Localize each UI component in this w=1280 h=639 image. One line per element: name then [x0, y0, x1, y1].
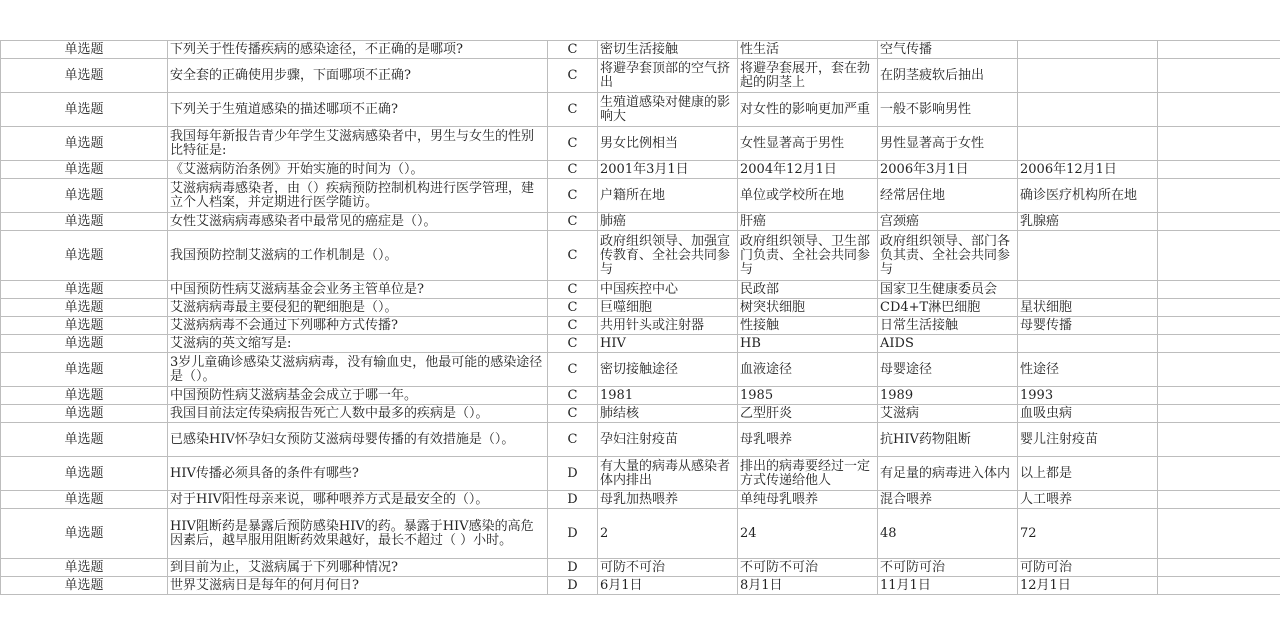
option-b-cell[interactable]: 单纯母乳喂养 [738, 491, 878, 509]
table-row [1, 457, 1280, 491]
question-cell[interactable]: 艾滋病病毒不会通过下列哪种方式传播? [168, 317, 548, 335]
option-a-cell[interactable]: HIV [598, 335, 738, 353]
answer-cell[interactable]: C [548, 317, 598, 335]
answer-cell[interactable]: C [548, 423, 598, 457]
table-row [1, 577, 1280, 595]
question-cell[interactable]: 3岁儿童确诊感染艾滋病病毒，没有输血史，他最可能的感染途径是（）。 [168, 353, 548, 387]
question-type-cell[interactable]: 单选题 [1, 457, 168, 491]
answer-cell[interactable]: D [548, 509, 598, 559]
spreadsheet-area [0, 40, 1280, 595]
empty-cell[interactable] [1158, 213, 1280, 231]
question-type-cell[interactable]: 单选题 [1, 353, 168, 387]
empty-cell[interactable] [1158, 509, 1280, 559]
empty-cell[interactable] [1158, 577, 1280, 595]
option-c-cell[interactable]: 有足量的病毒进入体内 [878, 457, 1018, 491]
option-b-cell[interactable]: 2004年12月1日 [738, 161, 878, 179]
option-d-cell[interactable]: 确诊医疗机构所在地 [1018, 179, 1158, 213]
question-cell[interactable]: 下列关于生殖道感染的描述哪项不正确? [168, 93, 548, 127]
option-a-cell[interactable]: 户籍所在地 [598, 179, 738, 213]
table-row [1, 559, 1280, 577]
option-c-cell[interactable]: CD4+T淋巴细胞 [878, 299, 1018, 317]
table-row [1, 231, 1280, 281]
answer-cell[interactable]: C [548, 353, 598, 387]
option-a-cell[interactable]: 有大量的病毒从感染者体内排出 [598, 457, 738, 491]
question-type-cell[interactable]: 单选题 [1, 423, 168, 457]
option-b-cell[interactable]: 女性显著高于男性 [738, 127, 878, 161]
option-b-cell[interactable]: 民政部 [738, 281, 878, 299]
answer-cell[interactable]: C [548, 179, 598, 213]
question-cell[interactable]: 我国预防控制艾滋病的工作机制是（）。 [168, 231, 548, 281]
answer-cell[interactable]: C [548, 299, 598, 317]
answer-cell[interactable]: D [548, 457, 598, 491]
table-row [1, 179, 1280, 213]
option-a-cell[interactable]: 生殖道感染对健康的影响大 [598, 93, 738, 127]
table-row [1, 161, 1280, 179]
option-a-cell[interactable]: 6月1日 [598, 577, 738, 595]
table-row [1, 317, 1280, 335]
option-b-cell[interactable]: HB [738, 335, 878, 353]
answer-cell[interactable]: D [548, 559, 598, 577]
option-b-cell[interactable]: 性接触 [738, 317, 878, 335]
question-cell[interactable]: 我国目前法定传染病报告死亡人数中最多的疾病是（）。 [168, 405, 548, 423]
question-cell[interactable]: 安全套的正确使用步骤，下面哪项不正确? [168, 59, 548, 93]
option-c-cell[interactable]: 政府组织领导、部门各负其责、全社会共同参与 [878, 231, 1018, 281]
option-c-cell[interactable]: 宫颈癌 [878, 213, 1018, 231]
question-type-cell[interactable]: 单选题 [1, 577, 168, 595]
answer-cell[interactable]: C [548, 335, 598, 353]
answer-cell[interactable]: C [548, 41, 598, 59]
question-type-cell[interactable]: 单选题 [1, 491, 168, 509]
option-d-cell[interactable] [1018, 231, 1158, 281]
option-a-cell[interactable]: 共用针头或注射器 [598, 317, 738, 335]
option-d-cell[interactable] [1018, 41, 1158, 59]
question-cell[interactable]: HIV阻断药是暴露后预防感染HIV的药。暴露于HIV感染的高危因素后，越早服用阻断药效果越好，最长不超过（ ）小时。 [168, 509, 548, 559]
option-c-cell[interactable]: AIDS [878, 335, 1018, 353]
option-a-cell[interactable]: 可防不可治 [598, 559, 738, 577]
question-type-cell[interactable]: 单选题 [1, 93, 168, 127]
option-d-cell[interactable]: 以上都是 [1018, 457, 1158, 491]
table-row [1, 353, 1280, 387]
option-b-cell[interactable]: 乙型肝炎 [738, 405, 878, 423]
option-c-cell[interactable]: 经常居住地 [878, 179, 1018, 213]
empty-cell[interactable] [1158, 161, 1280, 179]
empty-cell[interactable] [1158, 353, 1280, 387]
option-a-cell[interactable]: 政府组织领导、加强宣传教育、全社会共同参与 [598, 231, 738, 281]
table-row [1, 127, 1280, 161]
table-row [1, 405, 1280, 423]
question-type-cell[interactable]: 单选题 [1, 161, 168, 179]
option-d-cell[interactable]: 72 [1018, 509, 1158, 559]
question-cell[interactable]: 世界艾滋病日是每年的何月何日? [168, 577, 548, 595]
option-a-cell[interactable]: 2 [598, 509, 738, 559]
option-a-cell[interactable]: 母乳加热喂养 [598, 491, 738, 509]
option-d-cell[interactable]: 人工喂养 [1018, 491, 1158, 509]
option-b-cell[interactable]: 母乳喂养 [738, 423, 878, 457]
option-a-cell[interactable]: 巨噬细胞 [598, 299, 738, 317]
question-cell[interactable]: 艾滋病的英文缩写是: [168, 335, 548, 353]
empty-cell[interactable] [1158, 423, 1280, 457]
table-row [1, 213, 1280, 231]
answer-cell[interactable]: C [548, 161, 598, 179]
option-a-cell[interactable]: 2001年3月1日 [598, 161, 738, 179]
option-c-cell[interactable]: 国家卫生健康委员会 [878, 281, 1018, 299]
question-type-cell[interactable]: 单选题 [1, 299, 168, 317]
table-row [1, 299, 1280, 317]
question-cell[interactable]: 我国每年新报告青少年学生艾滋病感染者中，男生与女生的性别比特征是: [168, 127, 548, 161]
option-c-cell[interactable]: 艾滋病 [878, 405, 1018, 423]
empty-cell[interactable] [1158, 93, 1280, 127]
question-type-cell[interactable]: 单选题 [1, 509, 168, 559]
option-d-cell[interactable]: 12月1日 [1018, 577, 1158, 595]
empty-cell[interactable] [1158, 179, 1280, 213]
answer-cell[interactable]: C [548, 213, 598, 231]
empty-cell[interactable] [1158, 405, 1280, 423]
table-row [1, 41, 1280, 59]
option-a-cell[interactable]: 孕妇注射疫苗 [598, 423, 738, 457]
question-type-cell[interactable]: 单选题 [1, 317, 168, 335]
question-type-cell[interactable]: 单选题 [1, 41, 168, 59]
empty-cell[interactable] [1158, 559, 1280, 577]
option-d-cell[interactable] [1018, 59, 1158, 93]
option-d-cell[interactable]: 可防可治 [1018, 559, 1158, 577]
option-b-cell[interactable]: 不可防不可治 [738, 559, 878, 577]
table-row [1, 387, 1280, 405]
option-a-cell[interactable]: 肺结核 [598, 405, 738, 423]
empty-cell[interactable] [1158, 281, 1280, 299]
question-cell[interactable]: 中国预防性病艾滋病基金会业务主管单位是? [168, 281, 548, 299]
option-c-cell[interactable]: 一般不影响男性 [878, 93, 1018, 127]
answer-cell[interactable]: C [548, 281, 598, 299]
option-a-cell[interactable]: 1981 [598, 387, 738, 405]
option-c-cell[interactable]: 不可防可治 [878, 559, 1018, 577]
empty-cell[interactable] [1158, 457, 1280, 491]
option-d-cell[interactable] [1018, 93, 1158, 127]
question-type-cell[interactable]: 单选题 [1, 405, 168, 423]
question-cell[interactable]: HIV传播必须具备的条件有哪些? [168, 457, 548, 491]
option-b-cell[interactable]: 将避孕套展开，套在勃起的阴茎上 [738, 59, 878, 93]
option-b-cell[interactable]: 24 [738, 509, 878, 559]
option-d-cell[interactable]: 星状细胞 [1018, 299, 1158, 317]
empty-cell[interactable] [1158, 299, 1280, 317]
option-d-cell[interactable] [1018, 281, 1158, 299]
empty-cell[interactable] [1158, 59, 1280, 93]
answer-cell[interactable]: C [548, 93, 598, 127]
question-type-cell[interactable]: 单选题 [1, 335, 168, 353]
option-a-cell[interactable]: 密切生活接触 [598, 41, 738, 59]
question-type-cell[interactable]: 单选题 [1, 213, 168, 231]
question-type-cell[interactable]: 单选题 [1, 231, 168, 281]
answer-cell[interactable]: C [548, 59, 598, 93]
question-cell[interactable]: 艾滋病病毒感染者，由（）疾病预防控制机构进行医学管理，建立个人档案，并定期进行医学随访。 [168, 179, 548, 213]
answer-cell[interactable]: C [548, 387, 598, 405]
table-row [1, 509, 1280, 559]
table-row [1, 93, 1280, 127]
option-d-cell[interactable]: 婴儿注射疫苗 [1018, 423, 1158, 457]
option-d-cell[interactable]: 母婴传播 [1018, 317, 1158, 335]
option-b-cell[interactable]: 8月1日 [738, 577, 878, 595]
option-a-cell[interactable]: 中国疾控中心 [598, 281, 738, 299]
answer-cell[interactable]: C [548, 231, 598, 281]
question-type-cell[interactable]: 单选题 [1, 559, 168, 577]
question-cell[interactable]: 女性艾滋病病毒感染者中最常见的癌症是（）。 [168, 213, 548, 231]
option-d-cell[interactable] [1018, 335, 1158, 353]
question-table [0, 40, 1280, 595]
option-c-cell[interactable]: 日常生活接触 [878, 317, 1018, 335]
question-cell[interactable]: 到目前为止，艾滋病属于下列哪种情况? [168, 559, 548, 577]
table-row [1, 491, 1280, 509]
empty-cell[interactable] [1158, 387, 1280, 405]
option-b-cell[interactable]: 对女性的影响更加严重 [738, 93, 878, 127]
question-cell[interactable]: 已感染HIV怀孕妇女预防艾滋病母婴传播的有效措施是（）。 [168, 423, 548, 457]
option-a-cell[interactable]: 将避孕套顶部的空气挤出 [598, 59, 738, 93]
option-b-cell[interactable]: 肝癌 [738, 213, 878, 231]
option-c-cell[interactable]: 11月1日 [878, 577, 1018, 595]
empty-cell[interactable] [1158, 491, 1280, 509]
option-b-cell[interactable]: 单位或学校所在地 [738, 179, 878, 213]
question-type-cell[interactable]: 单选题 [1, 59, 168, 93]
empty-cell[interactable] [1158, 127, 1280, 161]
table-row [1, 335, 1280, 353]
empty-cell[interactable] [1158, 317, 1280, 335]
option-d-cell[interactable]: 性途径 [1018, 353, 1158, 387]
question-cell[interactable]: 对于HIV阳性母亲来说，哪种喂养方式是最安全的（）。 [168, 491, 548, 509]
option-c-cell[interactable]: 混合喂养 [878, 491, 1018, 509]
option-c-cell[interactable]: 2006年3月1日 [878, 161, 1018, 179]
answer-cell[interactable]: C [548, 127, 598, 161]
option-b-cell[interactable]: 排出的病毒要经过一定方式传递给他人 [738, 457, 878, 491]
option-c-cell[interactable]: 在阴茎疲软后抽出 [878, 59, 1018, 93]
empty-cell[interactable] [1158, 335, 1280, 353]
question-cell[interactable]: 艾滋病病毒最主要侵犯的靶细胞是（）。 [168, 299, 548, 317]
question-cell[interactable]: 《艾滋病防治条例》开始实施的时间为（）。 [168, 161, 548, 179]
question-type-cell[interactable]: 单选题 [1, 127, 168, 161]
table-row [1, 59, 1280, 93]
question-cell[interactable]: 下列关于性传播疾病的感染途径，不正确的是哪项? [168, 41, 548, 59]
answer-cell[interactable]: D [548, 491, 598, 509]
option-d-cell[interactable]: 1993 [1018, 387, 1158, 405]
option-c-cell[interactable]: 空气传播 [878, 41, 1018, 59]
option-b-cell[interactable]: 性生活 [738, 41, 878, 59]
answer-cell[interactable]: C [548, 405, 598, 423]
empty-cell[interactable] [1158, 231, 1280, 281]
option-d-cell[interactable]: 乳腺癌 [1018, 213, 1158, 231]
option-b-cell[interactable]: 树突状细胞 [738, 299, 878, 317]
question-type-cell[interactable]: 单选题 [1, 281, 168, 299]
table-row [1, 281, 1280, 299]
empty-cell[interactable] [1158, 41, 1280, 59]
option-b-cell[interactable]: 政府组织领导、卫生部门负责、全社会共同参与 [738, 231, 878, 281]
option-d-cell[interactable] [1018, 127, 1158, 161]
option-b-cell[interactable]: 血液途径 [738, 353, 878, 387]
option-c-cell[interactable]: 母婴途径 [878, 353, 1018, 387]
option-c-cell[interactable]: 1989 [878, 387, 1018, 405]
option-b-cell[interactable]: 1985 [738, 387, 878, 405]
table-row [1, 423, 1280, 457]
option-d-cell[interactable]: 血吸虫病 [1018, 405, 1158, 423]
question-cell[interactable]: 中国预防性病艾滋病基金会成立于哪一年。 [168, 387, 548, 405]
option-d-cell[interactable]: 2006年12月1日 [1018, 161, 1158, 179]
question-type-cell[interactable]: 单选题 [1, 179, 168, 213]
option-a-cell[interactable]: 肺癌 [598, 213, 738, 231]
option-a-cell[interactable]: 密切接触途径 [598, 353, 738, 387]
option-c-cell[interactable]: 48 [878, 509, 1018, 559]
question-type-cell[interactable]: 单选题 [1, 387, 168, 405]
option-a-cell[interactable]: 男女比例相当 [598, 127, 738, 161]
option-c-cell[interactable]: 抗HIV药物阻断 [878, 423, 1018, 457]
answer-cell[interactable]: D [548, 577, 598, 595]
option-c-cell[interactable]: 男性显著高于女性 [878, 127, 1018, 161]
